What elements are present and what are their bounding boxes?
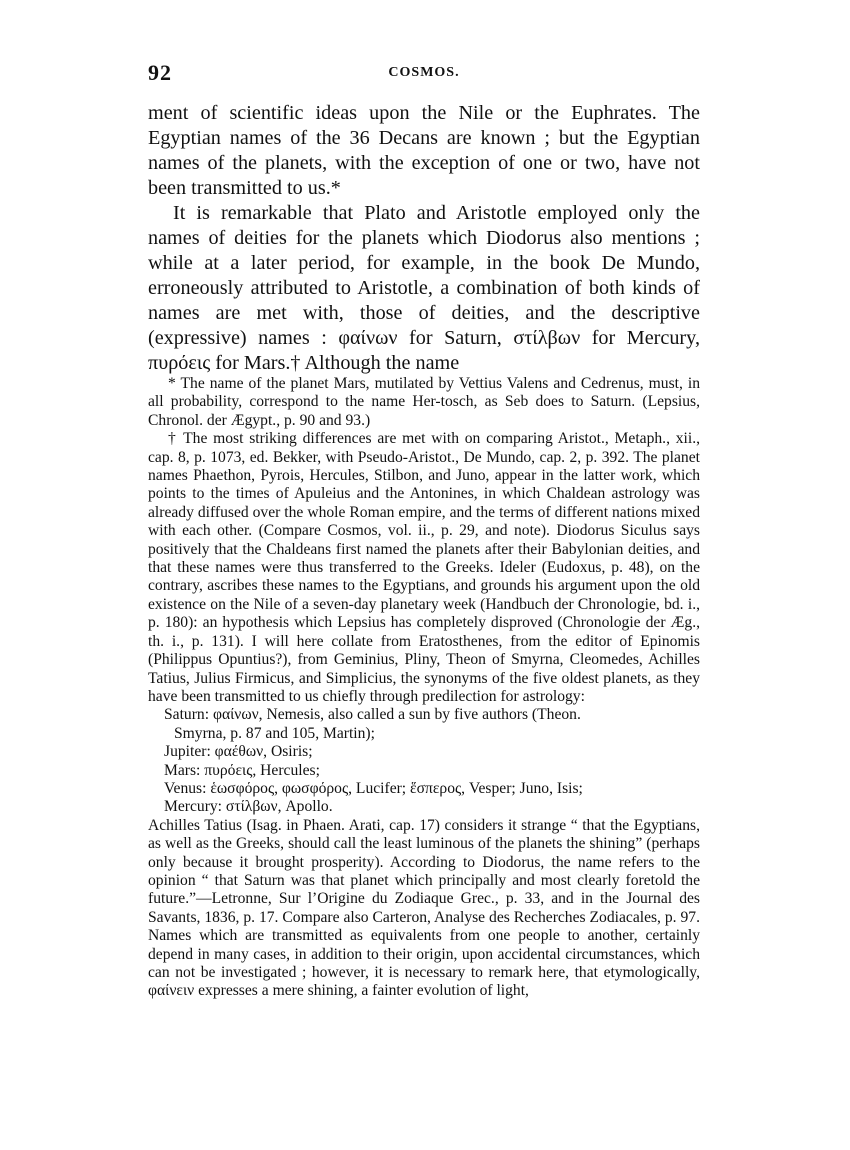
footnote-dagger: † The most striking differences are met with on comparing Aristot., Metaph., xii., cap. 8, p. 1073, ed. Bekker, with Pseudo-Aristot., De Mundo, cap. 2, p. 392. The planet names Phaethon, Pyrois, Hercules, Stilbon, and Juno, appear in the latter work, which points to the times of Apuleius and the Antonines, in which Chaldean astrology was already diffused over the whole Roman empire, and the terms of different nations mixed with each other. (Compare Cosmos, vol. ii., p. 29, and note). Diodorus Siculus says positively that the Chaldeans first named the planets after their Babylonian deities, and that these names were thus transferred to the Greeks. Ideler (Eudoxus, p. 48), on the contrary, ascribes these names to the Egyptians, and grounds his argument upon the old existence on the Nile of a seven-day planetary week (Handbuch der Chronologie, bd. i., p. 180): an hypothesis which Lepsius has completely disproved (Chronologie der Æg., th. i., p. 131). I will here collate from Eratosthenes, from the editor of Epinomis (Philippus Opuntius?), from Geminius, Pliny, Theon of Smyrna, Cleomedes, Achilles Tatius, Julius Firmicus, and Simplicius, the synonyms of the five oldest planets, as they have been transmitted to us chiefly through predilection for astrology:	[148, 430, 700, 705]
synonym-jupiter: Jupiter: φαέθων, Osiris;	[164, 743, 313, 761]
running-title: COSMOS.	[388, 65, 460, 80]
synonym-saturn: Saturn: φαίνων, Nemesis, also called a sun by five authors (Theon.	[164, 706, 581, 724]
synonym-saturn-continued: Smyrna, p. 87 and 105, Martin);	[174, 724, 375, 742]
main-text	[148, 101, 700, 376]
footnotes	[148, 375, 700, 1001]
footnote-asterisk: * The name of the planet Mars, mutilated by Vettius Valens and Cedrenus, must, in all probability, correspond to the name Her-tosch, as Seb does to Saturn. (Lepsius, Chronol. der Ægypt., p. 90 and 93.)	[148, 375, 700, 429]
page-header	[148, 60, 700, 86]
synonym-mars: Mars: πυρόεις, Hercules;	[164, 761, 320, 779]
paragraph-continued: ment of scientific ideas upon the Nile or the Euphrates. The Egyptian names of the 36 Decans are known ; but the Egyptian names of the planets, with the exception of one or two, have not been transmitted to us.*	[148, 102, 700, 199]
paragraph: It is remarkable that Plato and Aristotle employed only the names of deities for the planets which Diodorus also mentions ; while at a later period, for example, in the book De Mundo, erroneously attributed to Aristotle, a combination of both kinds of names are met with, those of deities, and the descriptive (expressive) names : φαίνων for Saturn, στίλβων for Mercury, πυρόεις for Mars.† Although the name	[148, 202, 700, 374]
footnote-continuation: Achilles Tatius (Isag. in Phaen. Arati, cap. 17) considers it strange “ that the Egyptians, as well as the Greeks, should call the least luminous of the planets the shining” (perhaps only because it brought prosperity). According to Diodorus, the name refers to the opinion “ that Saturn was that planet which principally and most clearly foretold the future.”—Letronne, Sur l’Origine du Zodiaque Grec., p. 33, and in the Journal des Savants, 1836, p. 17. Compare also Carteron, Analyse des Recherches Zodiacales, p. 97. Names which are transmitted as equivalents from one people to another, certainly depend in many cases, in addition to their origin, upon accidental circumstances, which can not be investigated ; however, it is necessary to remark here, that etymologically, φαίνειν expresses a mere shining, a fainter evolution of light,	[148, 816, 700, 1000]
synonym-mercury: Mercury: στίλβων, Apollo.	[164, 798, 333, 816]
page-number: 92	[148, 60, 172, 85]
synonym-venus: Venus: ἑωσφόρος, φωσφόρος, Lucifer; ἕσπερος, Vesper; Juno, Isis;	[164, 779, 583, 797]
